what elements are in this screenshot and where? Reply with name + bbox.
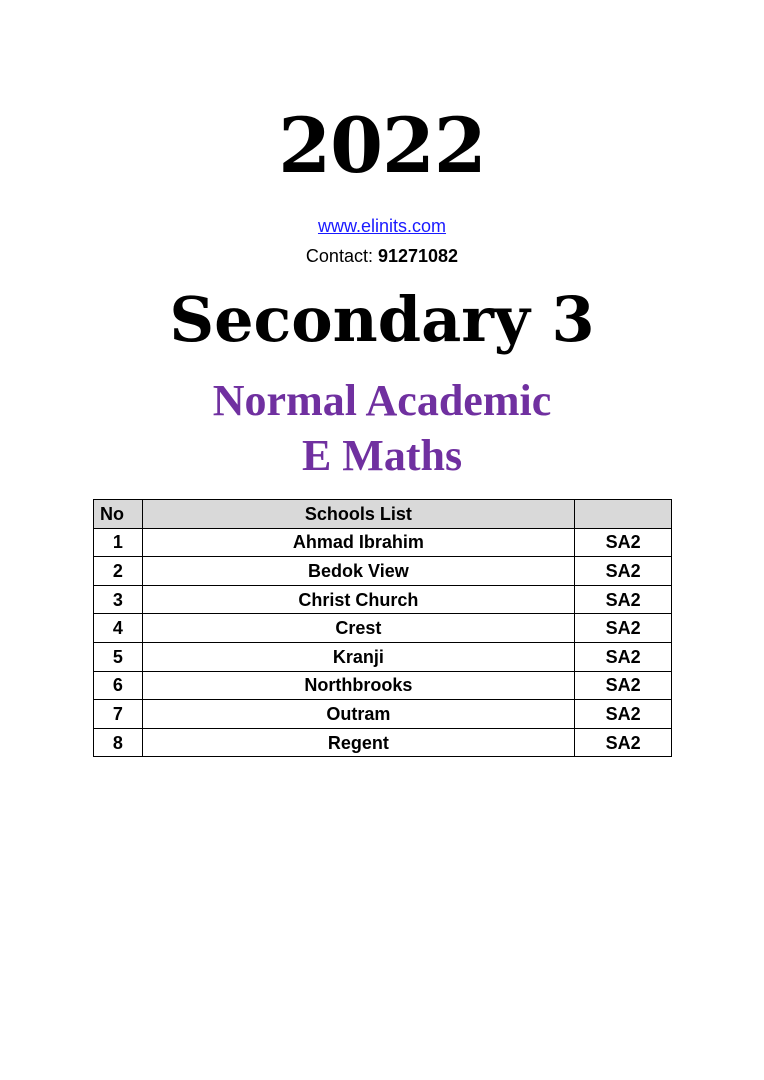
- school-name: Outram: [142, 700, 575, 729]
- school-name: Regent: [142, 728, 575, 757]
- row-number: 8: [94, 728, 143, 757]
- table-row: [94, 642, 672, 671]
- stream-title: Normal Academic: [212, 376, 552, 425]
- exam-term: SA2: [575, 642, 672, 671]
- row-number: 4: [94, 614, 143, 643]
- school-name: Crest: [142, 614, 575, 643]
- contact-label: Contact:: [305, 246, 378, 266]
- year-heading: 2022: [278, 101, 486, 190]
- table-row: [94, 671, 672, 700]
- exam-term: SA2: [575, 585, 672, 614]
- table-row: [94, 700, 672, 729]
- school-name: Ahmad Ibrahim: [142, 528, 575, 557]
- table-row: [94, 585, 672, 614]
- row-number: 6: [94, 671, 143, 700]
- table-row: [94, 728, 672, 757]
- table-row: [94, 557, 672, 586]
- schools-table: [93, 499, 672, 757]
- school-name: Christ Church: [142, 585, 575, 614]
- level-title: Secondary 3: [169, 283, 595, 356]
- subject-title: E Maths: [301, 431, 463, 480]
- exam-term: SA2: [575, 728, 672, 757]
- row-number: 5: [94, 642, 143, 671]
- row-number: 1: [94, 528, 143, 557]
- table-header-row: [94, 500, 672, 529]
- row-number: 7: [94, 700, 143, 729]
- school-name: Kranji: [142, 642, 575, 671]
- row-number: 3: [94, 585, 143, 614]
- header-no: No: [94, 500, 143, 529]
- exam-term: SA2: [575, 671, 672, 700]
- exam-term: SA2: [575, 614, 672, 643]
- school-name: Bedok View: [142, 557, 575, 586]
- website-line: [0, 213, 764, 239]
- header-term: [575, 500, 672, 529]
- row-number: 2: [94, 557, 143, 586]
- website-link[interactable]: www.elinits.com: [317, 216, 447, 236]
- school-name: Northbrooks: [142, 671, 575, 700]
- exam-term: SA2: [575, 700, 672, 729]
- exam-term: SA2: [575, 528, 672, 557]
- table-row: [94, 614, 672, 643]
- header-schools-list: Schools List: [142, 500, 575, 529]
- exam-term: SA2: [575, 557, 672, 586]
- contact-number: 91271082: [377, 246, 459, 266]
- table-row: [94, 528, 672, 557]
- contact-line: [0, 243, 764, 269]
